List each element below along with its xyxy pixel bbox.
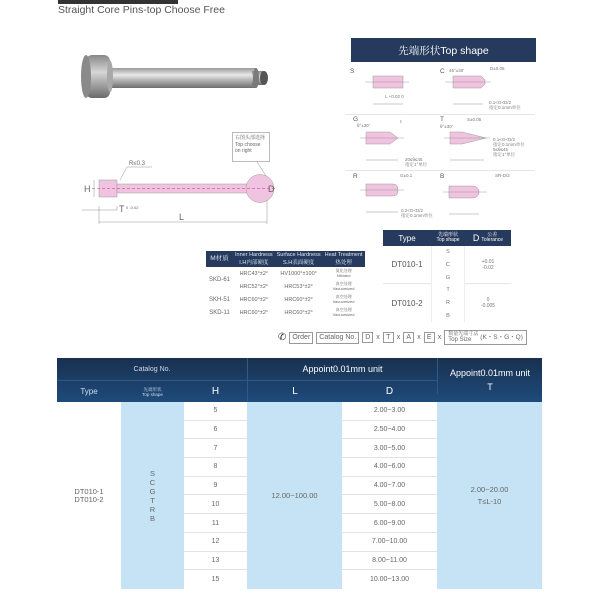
treat-cn: 真空处理	[335, 307, 352, 312]
callout-cn: 右图头部选择	[235, 135, 266, 141]
top-size-cn: 数量先端寸法	[448, 331, 479, 337]
d-cell: 2.50~4.00	[342, 421, 437, 440]
tol-shape: B	[446, 312, 450, 319]
shape-r-note-g: G±0.1	[400, 173, 413, 178]
shape-g-note-range: 20≤θ≤45	[405, 157, 423, 162]
order-top-size	[444, 330, 527, 345]
header-h: H	[184, 380, 247, 402]
tol-lower: -0.005	[480, 303, 496, 309]
shape-value: T	[150, 495, 155, 505]
hardness-inner: HRC60°±2°	[239, 309, 269, 316]
tol-upper: +0.01	[481, 258, 495, 265]
tol-header-shape-cn: 先端形状	[437, 231, 458, 238]
header-appoint-ld: Appoint0.01mm unit	[247, 358, 437, 380]
shape-t-note-g: 0.1<G<D/2	[493, 137, 516, 142]
type-value: DT010-2	[74, 494, 104, 504]
hardness-inner: HRC60°±2°	[239, 296, 269, 303]
shape-value: G	[149, 486, 156, 496]
treat-en: Vacuumized	[332, 285, 355, 291]
d-column	[342, 402, 437, 589]
shape-b-label: B	[440, 173, 445, 180]
page-subtitle: Straight Core Pins-top Choose Free	[58, 4, 225, 16]
hardness-surface: HV1000°±100°	[280, 270, 317, 277]
hardness-header-heat-cn: 热处理	[323, 259, 365, 267]
hardness-table	[206, 251, 365, 319]
hardness-row	[206, 306, 365, 319]
header-top-shape-en: Top shape	[142, 391, 163, 397]
type-value: DT010-1	[74, 486, 104, 496]
tol-value	[465, 284, 511, 322]
shape-s-diagram	[365, 74, 425, 109]
header-top-shape	[121, 380, 184, 402]
treat-en: Nitrided	[336, 272, 351, 278]
tol-lower: -0.02	[482, 264, 494, 271]
shape-value: C	[149, 477, 156, 487]
shape-value: R	[149, 504, 156, 514]
shape-r-note-range: 0.2<G<D/2	[401, 208, 424, 213]
d-cell: 3.00~5.00	[342, 439, 437, 458]
shape-t-label: T	[440, 116, 444, 123]
order-field-d: D	[362, 332, 373, 343]
shape-c-note-d: D±0.05	[490, 66, 505, 71]
header-top-shape-cn: 先端形状	[143, 386, 162, 392]
tol-value	[465, 246, 511, 284]
d-cell: 7.00~10.00	[342, 533, 437, 552]
tol-header-en: Tolerance	[481, 237, 504, 243]
tol-header-cn: 公差	[487, 231, 498, 238]
h-cell: 12	[184, 533, 247, 552]
top-shape-header: 先端形状Top shape	[351, 38, 536, 62]
top-size-options: (K・S・G・Q)	[480, 333, 523, 341]
top-size-en: Top Size	[448, 336, 472, 343]
d-cell: 2.00~3.00	[342, 402, 437, 421]
h-cell: 15	[211, 576, 220, 584]
shape-s-label: S	[350, 68, 355, 75]
hardness-inner: HRC43°±2°	[239, 270, 269, 277]
top-shape-column	[121, 402, 184, 589]
shape-c-note-g: 0.1<G<D/2	[489, 100, 512, 105]
type-column	[57, 402, 121, 589]
top-shape-panel	[345, 62, 540, 227]
treat-en: Vacuumized	[332, 311, 355, 317]
hardness-row	[206, 293, 365, 306]
spec-table-header	[57, 358, 542, 402]
shape-c-note-angle: 45°±30'	[449, 68, 465, 73]
l-column: 12.00~100.00	[247, 402, 342, 589]
tol-header-type: Type	[398, 233, 416, 243]
h-cell: 11	[184, 514, 247, 533]
treat-cn: 真空处理	[335, 281, 352, 286]
hardness-header-surface-en: Surface Hardness	[276, 252, 321, 258]
tol-header-d-letter: D	[472, 233, 480, 243]
tol-shape: R	[446, 299, 450, 306]
h-cell: 9	[184, 477, 247, 496]
shape-t-note-range: 5≤θ≤45	[493, 147, 508, 152]
hardness-header-surface-cn: S.H表面硬度	[275, 259, 323, 267]
t-rule: T≤L-10	[477, 496, 502, 506]
order-sep: x	[417, 334, 421, 341]
hardness-treatment	[323, 280, 365, 293]
callout-en-1: Top choose	[235, 141, 261, 148]
shape-g-note-l: ℓ	[400, 119, 402, 124]
shape-c-label: C	[440, 68, 445, 75]
shape-g-note-angle: θ°±30'	[357, 123, 370, 128]
hardness-surface: HRC60°±2°	[284, 309, 313, 316]
tolerance-table	[383, 230, 511, 322]
callout-en-2: on right	[235, 148, 252, 154]
h-dimension-label: H	[84, 184, 91, 194]
d-cell: 4.00~7.00	[342, 477, 437, 496]
treat-cn: 真空处理	[335, 294, 352, 299]
top-choose-callout	[232, 132, 270, 162]
header-type: Type	[57, 380, 121, 402]
t-tolerance: 0 -0.02	[126, 205, 139, 210]
d-cell: 6.00~9.00	[342, 514, 437, 533]
shape-r-note-unit: 指定0.1mm单位	[401, 213, 433, 218]
shape-t-note-unit2: 指定1°单位	[493, 152, 516, 157]
header-l: L	[247, 380, 342, 402]
order-label: Order	[289, 332, 313, 344]
hardness-header-material: M材质	[206, 251, 233, 267]
shape-r-label: R	[353, 173, 358, 180]
header-appoint-t: Appoint0.01mm unit	[437, 358, 542, 384]
shape-c-note-unit: 指定0.1mm单位	[489, 105, 521, 110]
shape-t-note-unit1: 指定0.1mm单位	[493, 142, 525, 147]
d-cell: 5.00~8.00	[342, 496, 437, 515]
spec-table	[57, 358, 542, 589]
phone-icon: ✆	[278, 332, 287, 343]
hardness-header-inner-cn: I.H内部硬度	[233, 259, 275, 267]
h-cell: 10	[184, 496, 247, 515]
hardness-inner: HRC52°±2°	[239, 283, 269, 290]
shape-t-note-angle: θ°±30'	[440, 124, 453, 129]
hardness-row	[206, 267, 365, 280]
hardness-treatment	[323, 293, 365, 306]
shape-t-diagram	[440, 130, 500, 165]
header-t: T	[437, 380, 542, 394]
h-cell: 5	[184, 402, 247, 421]
hardness-surface: HRC53°±2°	[284, 283, 313, 290]
order-field-t: T	[383, 332, 394, 343]
shape-b-diagram	[443, 184, 503, 219]
radius-label: R≤0.3	[129, 161, 145, 167]
hardness-surface: HRC60°±2°	[284, 296, 313, 303]
order-sep: x	[396, 334, 401, 341]
tol-type: DT010-1	[383, 246, 431, 284]
l-dimension-label: L	[179, 212, 185, 222]
shape-t-note-s: S±0.05	[467, 117, 482, 122]
shape-s-note: L +0.02 0	[385, 94, 404, 99]
hardness-material: SKD-11	[209, 309, 230, 316]
hardness-treatment	[323, 306, 365, 319]
hardness-material: SKD-61	[209, 277, 231, 283]
hardness-header-inner-en: Inner Hardness	[235, 252, 273, 258]
h-cell: 8	[184, 458, 247, 477]
shape-g-label: G	[353, 116, 359, 123]
treat-cn: 氮化处理	[335, 268, 352, 273]
core-pin-photo	[80, 50, 275, 105]
order-field-e: E	[424, 332, 435, 343]
treat-en: Vacuumized	[332, 298, 355, 304]
shape-value: B	[149, 513, 155, 523]
d-cell: 8.00~11.00	[342, 552, 437, 571]
hardness-material: SKH-51	[209, 296, 231, 303]
d-dimension-label: D	[268, 184, 275, 194]
d-cell: 10.00~13.00	[369, 576, 410, 584]
tol-header-shape	[431, 230, 465, 246]
shape-b-note-sr: SR-D/2	[495, 173, 510, 178]
order-sep: x	[376, 334, 380, 341]
h-cell: 6	[184, 421, 247, 440]
hardness-header-heat-en: Heat Treatment	[324, 252, 363, 258]
tol-shape: T	[446, 287, 450, 294]
header-d: D	[342, 380, 437, 402]
spec-table-body	[57, 402, 542, 589]
header-catalog-no: Catalog No.	[133, 365, 171, 373]
tol-shape: S	[446, 249, 450, 256]
shape-value: S	[149, 468, 155, 478]
shape-g-note-unit: 指定1°单位	[405, 162, 428, 167]
order-field-a: A	[403, 332, 414, 343]
d-cell: 4.00~6.00	[342, 458, 437, 477]
h-cell: 13	[184, 552, 247, 571]
tol-header-d	[465, 230, 511, 246]
tol-shape: C	[446, 261, 450, 268]
hardness-treatment	[323, 267, 365, 280]
tol-header-shape-en: Top shape	[436, 237, 460, 243]
order-catalog: Catalog No.	[316, 332, 359, 344]
order-sep: x	[437, 334, 442, 341]
tol-shape: G	[445, 274, 451, 281]
tol-type: DT010-2	[391, 298, 423, 308]
order-format	[278, 330, 527, 345]
t-dimension-label: T	[119, 204, 125, 214]
h-cell: 7	[184, 439, 247, 458]
tol-upper: 0	[486, 297, 490, 303]
t-range: 2.00~20.00	[470, 484, 509, 494]
t-column	[437, 402, 542, 589]
h-column	[184, 402, 247, 589]
